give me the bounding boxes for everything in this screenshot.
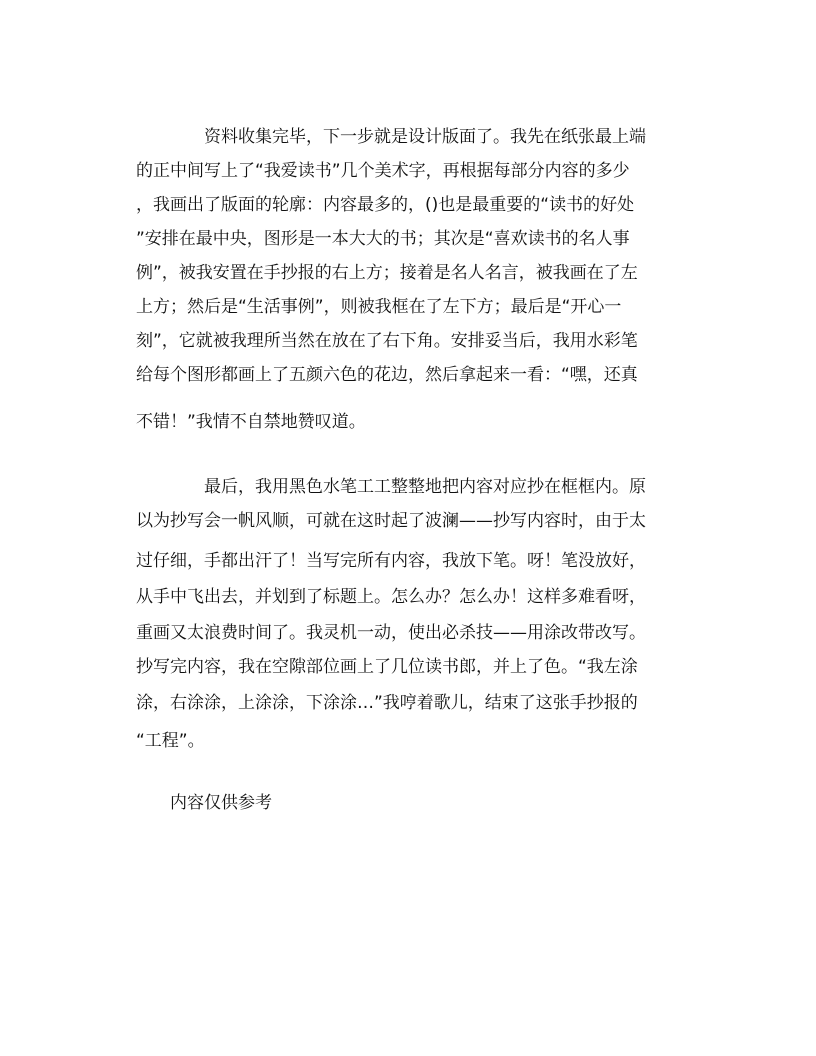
paragraph-1-line-7: 刻”，它就被我理所当然在放在了右下角。安排妥当后，我用水彩笔: [136, 331, 638, 351]
paragraph-2-line-2: 以为抄写会一帆风顺，可就在这时起了波澜——抄写内容时，由于太: [136, 511, 646, 531]
paragraph-2-line-5: 重画又太浪费时间了。我灵机一动，使出必杀技——用涂改带改写。: [136, 623, 646, 643]
paragraph-2-line-4: 从手中飞出去，并划到了标题上。怎么办？怎么办！这样多难看呀，: [136, 587, 646, 607]
paragraph-2-line-6: 抄写完内容，我在空隙部位画上了几位读书郎，并上了色。“我左涂: [136, 657, 638, 677]
reference-note: 内容仅供参考: [170, 793, 272, 813]
paragraph-1-line-8: 给每个图形都画上了五颜六色的花边，然后拿起来一看：“嘿，还真: [136, 365, 638, 385]
paragraph-1-line-5: 例”，被我安置在手抄报的右上方；接着是名人名言，被我画在了左: [136, 263, 638, 283]
paragraph-2-line-7: 涂，右涂涂，上涂涂，下涂涂…”我哼着歌儿，结束了这张手抄报的: [136, 693, 638, 713]
paragraph-2-line-1: 最后，我用黑色水笔工工整整地把内容对应抄在框框内。原: [204, 477, 646, 497]
paragraph-2-line-3: 过仔细，手都出汗了！当写完所有内容，我放下笔。呀！笔没放好，: [136, 551, 646, 571]
paragraph-1-line-4: ”安排在最中央，图形是一本大大的书；其次是“喜欢读书的名人事: [136, 229, 630, 249]
paragraph-1-line-9: 不错！”我情不自禁地赞叹道。: [136, 412, 366, 432]
paragraph-1-line-6: 上方；然后是“生活事例”，则被我框在了左下方；最后是“开心一: [136, 297, 622, 317]
paragraph-2-line-8: “工程”。: [136, 731, 205, 751]
paragraph-1-line-2: 的正中间写上了“我爱读书”几个美术字，再根据每部分内容的多少: [136, 161, 630, 181]
paragraph-1-line-1: 资料收集完毕，下一步就是设计版面了。我先在纸张最上端: [204, 127, 646, 147]
paragraph-1-line-3: ，我画出了版面的轮廓：内容最多的，()也是最重要的“读书的好处: [136, 195, 635, 215]
